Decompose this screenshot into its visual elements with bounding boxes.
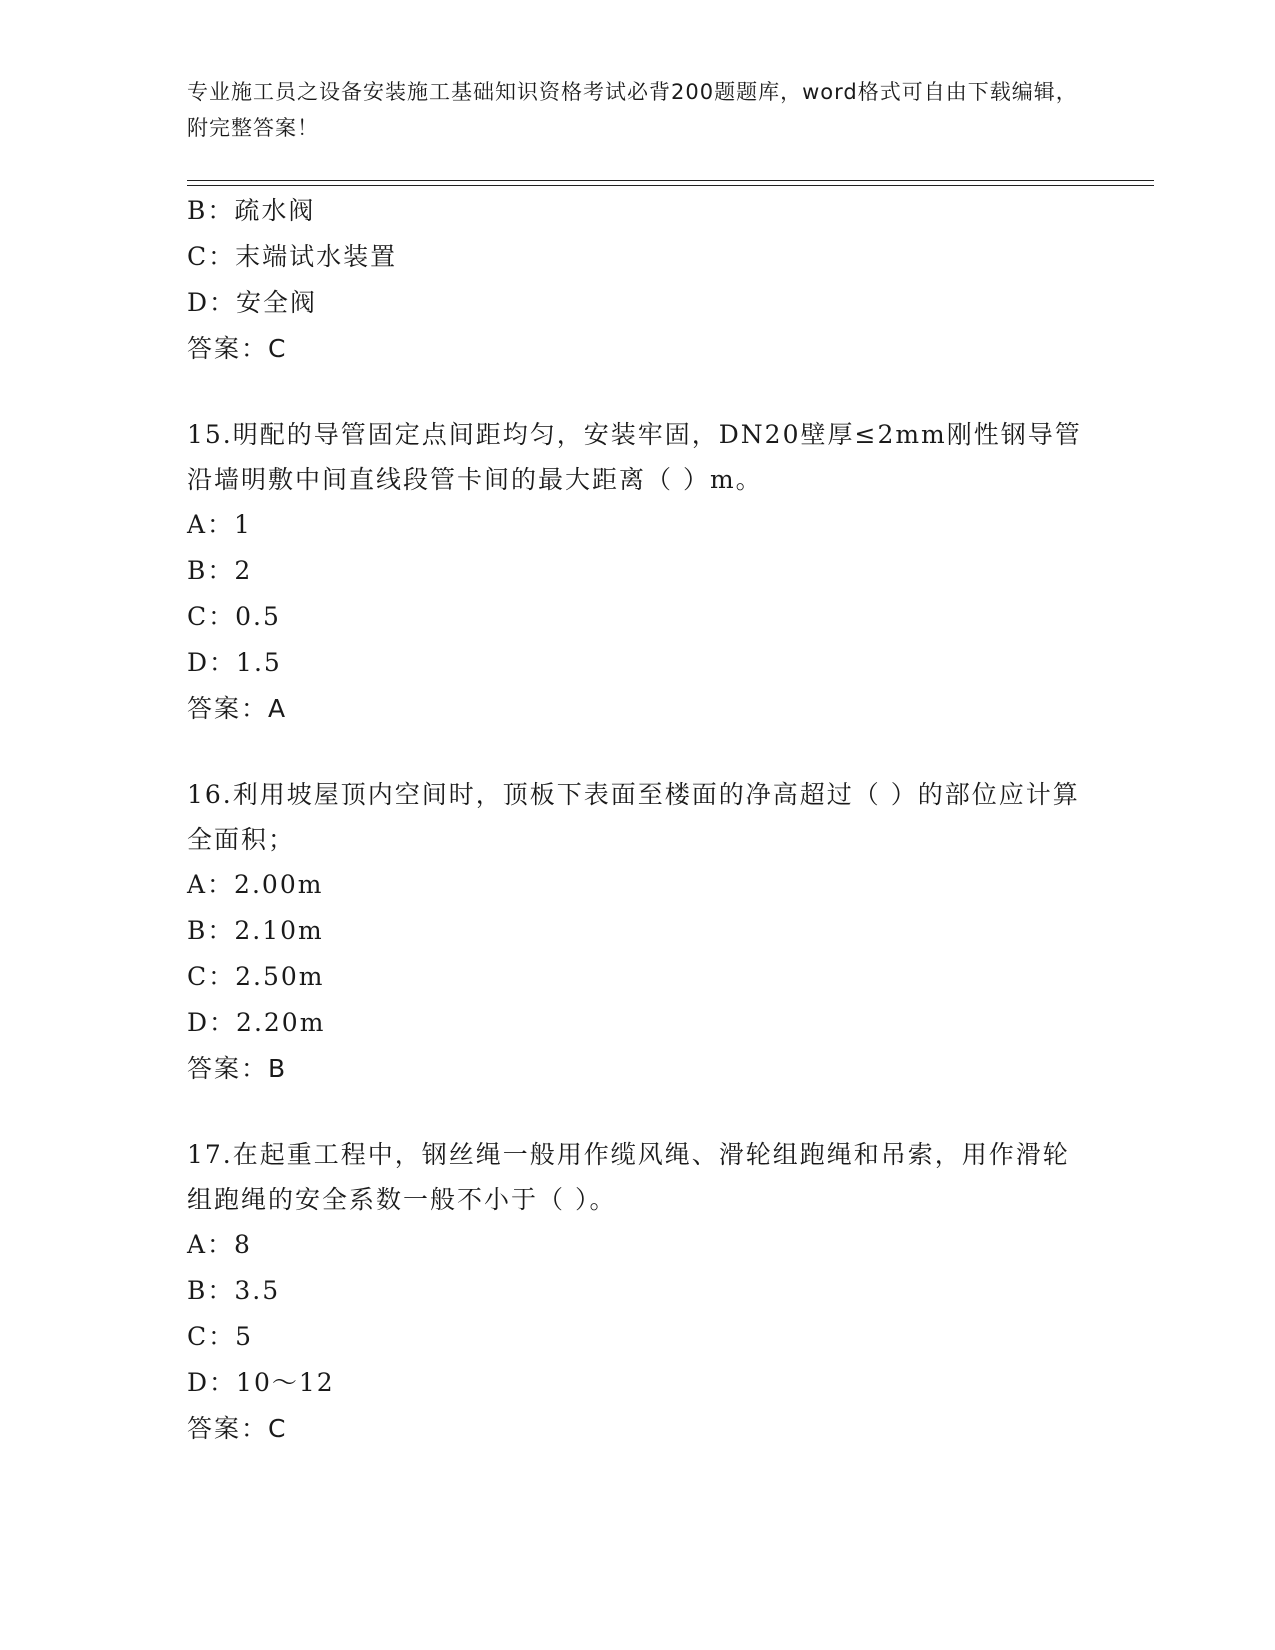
answer: 答案：A bbox=[187, 694, 288, 723]
question-stem: 17.在起重工程中，钢丝绳一般用作缆风绳、滑轮组跑绳和吊索，用作滑轮组跑绳的安全系数一般不小于（ ）。 bbox=[187, 1140, 1070, 1214]
option-c: C：0.5 bbox=[187, 602, 281, 631]
header-divider-top bbox=[187, 180, 1154, 181]
option-c: C：末端试水装置 bbox=[187, 242, 398, 271]
question-list bbox=[187, 188, 1087, 1452]
answer: 答案：C bbox=[187, 1414, 288, 1443]
option-c: C：2.50m bbox=[187, 962, 325, 991]
question-14-tail bbox=[187, 188, 1087, 372]
option-d: D：1.5 bbox=[187, 648, 282, 677]
option-a: A：8 bbox=[187, 1230, 252, 1259]
option-d: D：2.20m bbox=[187, 1008, 326, 1037]
option-d: D：安全阀 bbox=[187, 288, 318, 317]
option-c: C：5 bbox=[187, 1322, 254, 1351]
option-a: A：1 bbox=[187, 510, 252, 539]
question-17 bbox=[187, 1132, 1087, 1452]
option-b: B：3.5 bbox=[187, 1276, 281, 1305]
option-d: D：10～12 bbox=[187, 1368, 335, 1397]
question-16 bbox=[187, 772, 1087, 1092]
question-15 bbox=[187, 412, 1087, 732]
answer: 答案：B bbox=[187, 1054, 288, 1083]
header-divider-bottom bbox=[187, 185, 1154, 186]
option-a: A：2.00m bbox=[187, 870, 324, 899]
option-b: B：2 bbox=[187, 556, 253, 585]
option-b: B：2.10m bbox=[187, 916, 324, 945]
document-header: 专业施工员之设备安装施工基础知识资格考试必背200题题库，word格式可自由下载编辑，附完整答案！ bbox=[187, 80, 1078, 140]
answer: 答案：C bbox=[187, 334, 288, 363]
question-stem: 16.利用坡屋顶内空间时，顶板下表面至楼面的净高超过（ ）的部位应计算全面积； bbox=[187, 780, 1080, 854]
option-b: B：疏水阀 bbox=[187, 196, 316, 225]
question-stem: 15.明配的导管固定点间距均匀，安装牢固，DN20壁厚≤2mm刚性钢导管沿墙明敷中间直线段管卡间的最大距离（ ）m。 bbox=[187, 420, 1082, 494]
